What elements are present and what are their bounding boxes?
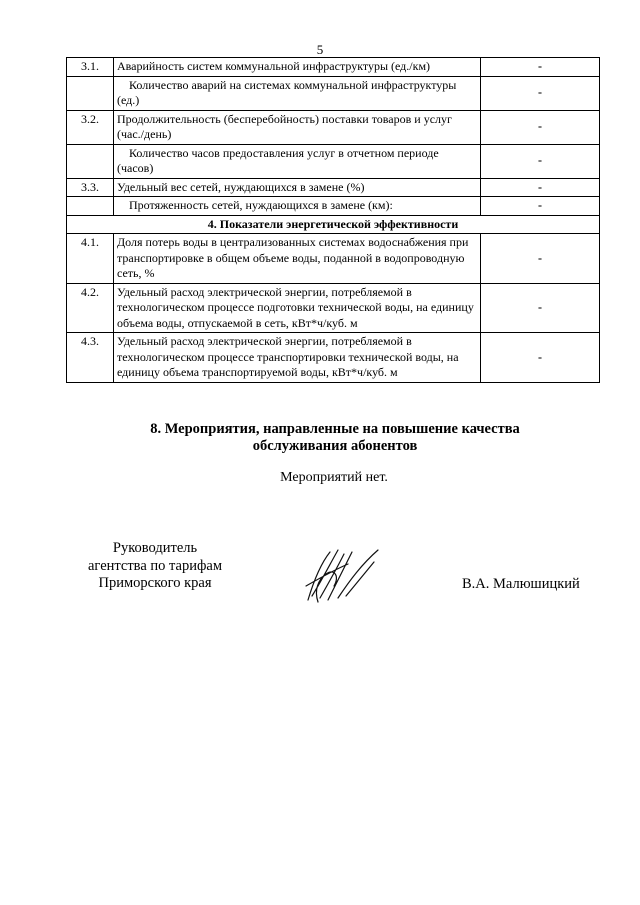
indicator-value: - (481, 144, 600, 178)
indicator-value: - (481, 178, 600, 197)
row-number: 3.3. (67, 178, 114, 197)
position-line-2: агентства по тарифам (88, 557, 222, 574)
indicator-value: - (481, 58, 600, 77)
indicator-name: Аварийность систем коммунальной инфраструктуры (ед./км) (114, 58, 481, 77)
indicator-value: - (481, 76, 600, 110)
table-row (67, 76, 600, 110)
section-title: 4. Показатели энергетической эффективности (67, 215, 600, 234)
indicator-name: Продолжительность (бесперебойность) поставки товаров и услуг (час./день) (114, 110, 481, 144)
indicator-value: - (481, 333, 600, 383)
handwritten-signature (300, 540, 390, 610)
table-row (67, 283, 600, 333)
table-row (67, 144, 600, 178)
indicators-table (66, 57, 600, 383)
row-number: 4.1. (67, 234, 114, 284)
row-number: 4.3. (67, 333, 114, 383)
no-measures-text: Мероприятий нет. (280, 470, 388, 485)
row-number (67, 197, 114, 216)
section-8-heading (0, 421, 640, 455)
indicator-name: Протяженность сетей, нуждающихся в замене (км): (114, 197, 481, 216)
row-number (67, 144, 114, 178)
section-row (67, 215, 600, 234)
table-row (67, 234, 600, 284)
signer-name: В.А. Малюшицкий (462, 576, 580, 592)
heading-line-2: обслуживания абонентов (252, 438, 418, 454)
indicator-name: Удельный расход электрической энергии, потребляемой в технологическом процессе транспортировки технической воды, на единицу объема транспортируемой воды, кВт*ч/куб. м (114, 333, 481, 383)
indicator-name: Доля потерь воды в централизованных системах водоснабжения при транспортировке в общем объеме воды, поданной в водопроводную сеть, % (114, 234, 481, 284)
row-number (67, 76, 114, 110)
indicator-name: Количество часов предоставления услуг в отчетном периоде (часов) (114, 144, 481, 178)
indicator-value: - (481, 197, 600, 216)
table-row (67, 333, 600, 383)
page-number: 5 (316, 42, 324, 57)
indicator-name: Количество аварий на системах коммунальной инфраструктуры (ед.) (114, 76, 481, 110)
indicator-name: Удельный вес сетей, нуждающихся в замене (%) (114, 178, 481, 197)
indicator-value: - (481, 234, 600, 284)
position-line-3: Приморского края (98, 575, 212, 591)
indicator-value: - (481, 110, 600, 144)
row-number: 4.2. (67, 283, 114, 333)
row-number: 3.2. (67, 110, 114, 144)
table-row (67, 197, 600, 216)
heading-line-1: 8. Мероприятия, направленные на повышение качества (150, 421, 520, 437)
row-number: 3.1. (67, 58, 114, 77)
position-line-1: Руководитель (112, 540, 198, 556)
table-row (67, 178, 600, 197)
signer-position (60, 540, 250, 593)
table-row (67, 110, 600, 144)
indicator-value: - (481, 283, 600, 333)
table-row (67, 58, 600, 77)
indicator-name: Удельный расход электрической энергии, потребляемой в технологическом процессе подготовки технической воды, на единицу объема воды, отпускаемой в сеть, кВт*ч/куб. м (114, 283, 481, 333)
